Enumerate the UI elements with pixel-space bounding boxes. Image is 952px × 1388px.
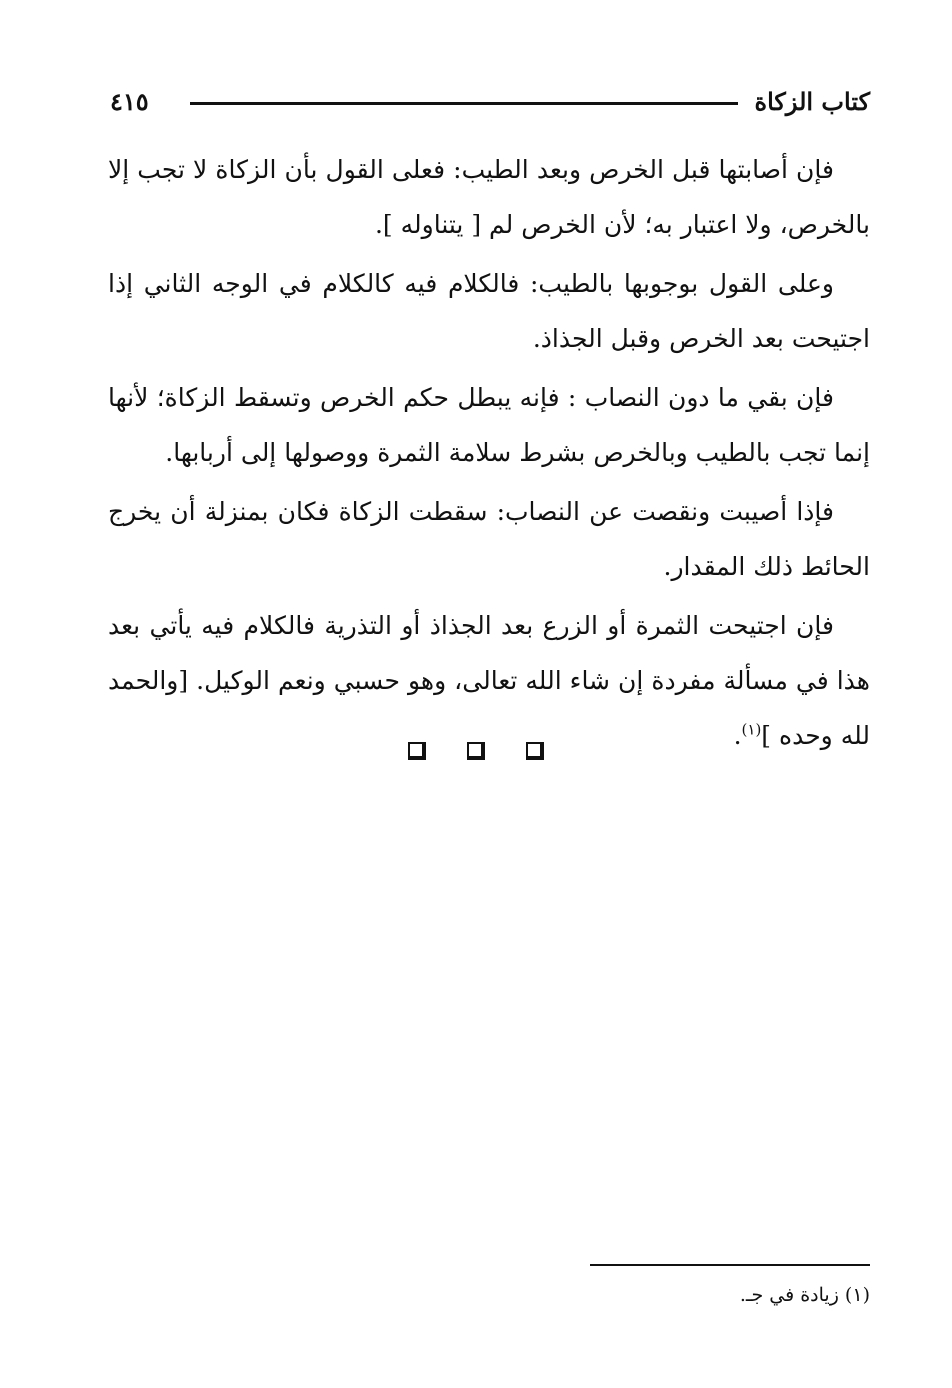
body-text: [108, 142, 870, 767]
header-rule: [190, 102, 738, 105]
paragraph-3: فإن بقي ما دون النصاب : فإنه يبطل حكم الخرص وتسقط الزكاة؛ لأنها إنما تجب بالطيب وبالخرص بشرط سلامة الثمرة ووصولها إلى أربابها.: [108, 383, 870, 467]
section-end-ornament: [0, 740, 952, 760]
paragraph-5: [108, 598, 870, 763]
paragraph-5-end: .: [733, 721, 742, 750]
footnote-reference[interactable]: (١): [741, 720, 762, 739]
paragraph-1: فإن أصابتها قبل الخرص وبعد الطيب: فعلى القول بأن الزكاة لا تجب إلا بالخرص، ولا اعتبار به؛ لأن الخرص لم [ يتناوله ].: [108, 155, 870, 239]
paragraph-2: وعلى القول بوجوبها بالطيب: فالكلام فيه كالكلام في الوجه الثاني إذا اجتيحت بعد الخرص وقبل الجذاذ.: [108, 269, 870, 353]
chapter-title: كتاب الزكاة: [754, 87, 870, 116]
footnote: (١) زيادة في جـ.: [739, 1284, 870, 1306]
page-header: [110, 84, 870, 124]
box-ornament-icon: [467, 742, 485, 760]
paragraph-5-text: فإن اجتيحت الثمرة أو الزرع بعد الجذاذ أو التذرية فالكلام فيه يأتي بعد هذا في مسألة مفردة إن شاء الله تعالى، وهو حسبي ونعم الوكيل. [والحمد لله وحده ]: [108, 611, 870, 750]
box-ornament-icon: [408, 742, 426, 760]
box-ornament-icon: [526, 742, 544, 760]
footnote-rule: [590, 1264, 870, 1266]
page-number: ٤١٥: [110, 87, 149, 116]
paragraph-4: فإذا أصيبت ونقصت عن النصاب: سقطت الزكاة فكان بمنزلة أن يخرج الحائط ذلك المقدار.: [108, 497, 870, 581]
